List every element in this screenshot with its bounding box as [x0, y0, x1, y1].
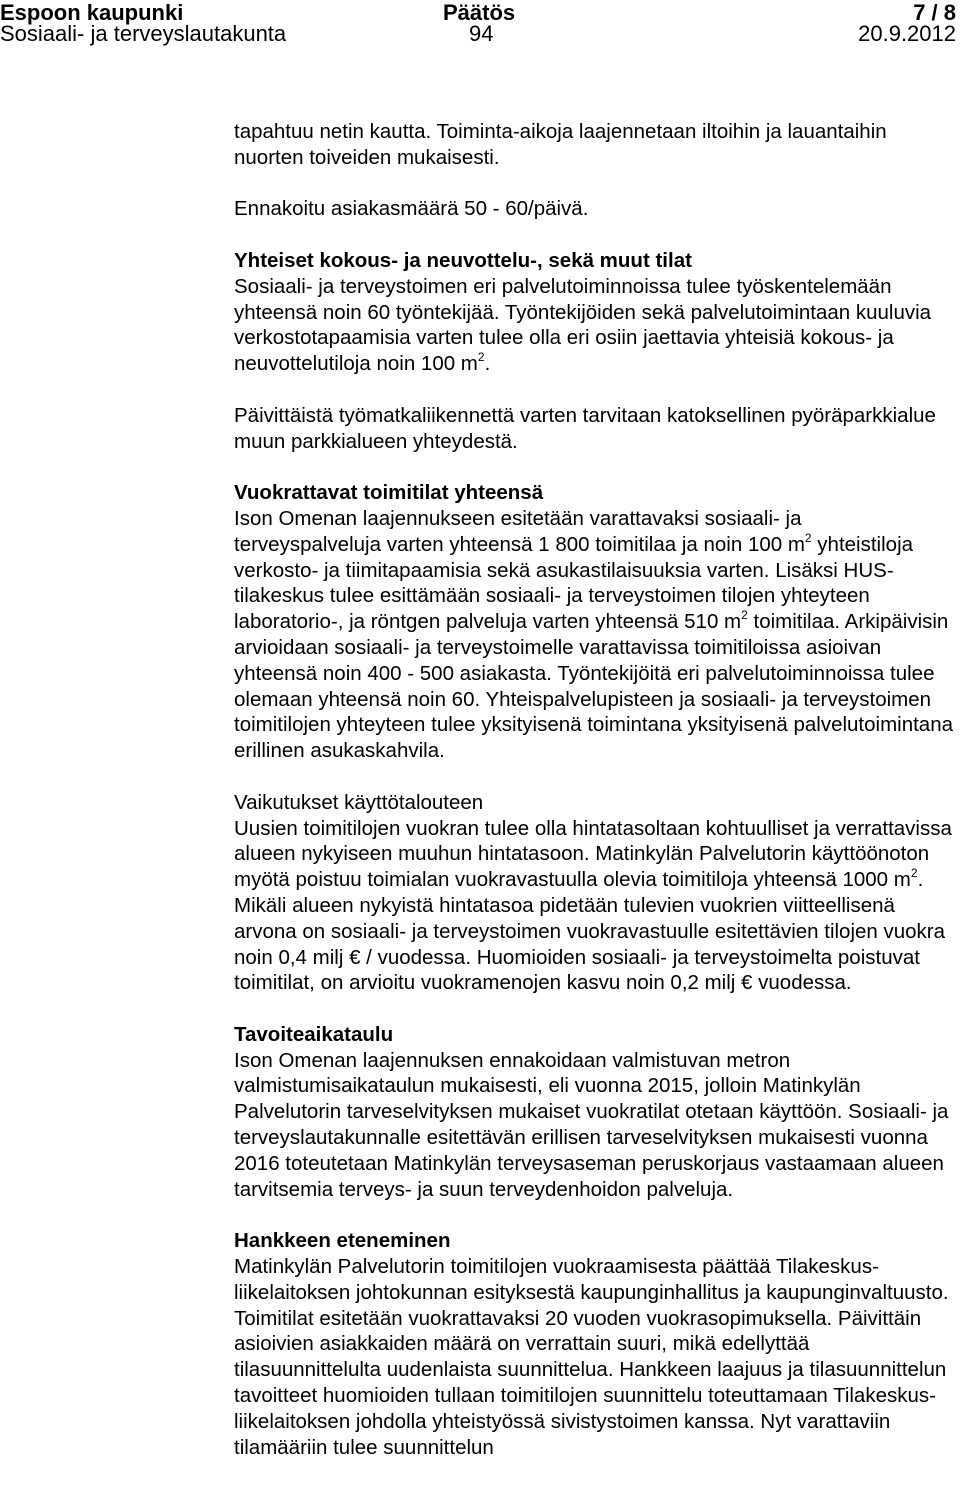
document-type: Päätös [443, 0, 516, 25]
section-text: Ison Omenan laajennukseen esitetään varattavaksi sosiaali- ja terveyspalveluja varten yhteensä 1 800 toimitilaa ja noin 100 $m^2$ yhteistiloja verkosto- ja tiimitapaamisia sekä asukastilaisuuksia varten. Lisäksi HUS-tilakeskus tulee esittämään sosiaali- ja terveystoimen tilojen yhteyteen laboratorio-, ja röntgen palveluja varten yhteensä 510 $m^2$ toimitilaa. Arkipäivisin arvioidaan sosiaali- ja terveystoimelle varattavissa toimitiloissa asioivan yhteensä noin 400 - 500 asiakasta. Työntekijöitä eri palvelutoiminnoissa tulee olemaan yhteensä noin 60. Yhteispalvelupisteen ja sosiaali- ja terveystoimen toimitilojen yhteyteen tulee yksityisenä toimintana yksityisenä palvelutoimintana erillinen asukaskahvila. [234, 506, 954, 763]
section-heading: Hankkeen eteneminen [234, 1229, 451, 1253]
document-body [234, 119, 954, 1486]
page-number: 7 / 8 [913, 0, 956, 25]
section-text: Sosiaali- ja terveystoimen eri palvelutoiminnoissa tulee työskentelemään yhteensä noin 60 työntekijää. Työntekijöiden sekä palvelutoimintaan kuuluvia verkostotapaamisia varten tulee olla eri osiin jaettavia yhteisiä kokous- ja neuvottelutiloja noin 100 $m^2$. [234, 274, 932, 376]
superscript: 2 [477, 350, 485, 365]
board-name: Sosiaali- ja terveyslautakunta [0, 21, 287, 46]
organization-name: Espoon kaupunki [0, 0, 184, 25]
superscript: 2 [741, 608, 748, 623]
section-text: Matinkylän Palvelutorin toimitilojen vuokraamisesta päättää Tilakeskus-liikelaitoksen johtokunnan esityksestä kaupunginhallitus ja kaupunginvaltuusto. Toimitilat esitetään vuokrattavaksi 20 vuoden vuokrasopimuksella. Päivittäin asioivien asiakkaiden määrä on verrattain suuri, mikä edellyttää tilasuunnittelulta uudenlaista suunnittelua. Hankkeen laajuus ja tilasuunnittelun tavoitteet huomioiden tullaan toimitilojen suunnittelu toteuttamaan Tilakeskus-liikelaitoksen johdolla yhteistyössä sivistystoimen kanssa. Nyt varattaviin tilamääriin tulee suunnittelun [234, 1255, 949, 1459]
section-heading: Vaikutukset käyttötalouteen [234, 790, 484, 814]
superscript: 2 [804, 530, 812, 545]
section-heading: Vuokrattavat toimitilat yhteensä [234, 481, 544, 505]
superscript: 2 [910, 866, 918, 881]
section-text: Uusien toimitilojen vuokran tulee olla hintatasoltaan kohtuulliset ja verrattavissa alueen nykyiseen muuhun hintatasoon. Matinkylän Palvelutorin käyttöönoton myötä poistuu toimialan vuokravastuulla olevia toimitiloja yhteensä 1000 $m^2$. Mikäli alueen nykyistä hintatasoa pidetään tulevien vuokrien viitteellisenä arvona on sosiaali- ja terveystoimen vuokravastuulle esitettävien tilojen vuokra noin 0,4 milj € / vuodessa. Huomioiden sosiaali- ja terveystoimelta poistuvat toimitilat, on arvioitu vuokramenojen kasvu noin 0,2 milj € vuodessa. [234, 816, 952, 995]
decision-date: 20.9.2012 [858, 21, 956, 46]
paragraph: Päivittäistä työmatkaliikennettä varten tarvitaan katoksellinen pyöräparkkialue muun parkkialueen yhteydestä. [234, 403, 936, 453]
paragraph: tapahtuu netin kautta. Toiminta-aikoja laajennetaan iltoihin ja lauantaihin nuorten toiveiden mukaisesti. [234, 120, 887, 169]
section-text: Ison Omenan laajennuksen ennakoidaan valmistuvan metron valmistumisaikataulun mukaisesti, eli vuonna 2015, jolloin Matinkylän Palvelutorin tarveselvityksen mukaiset vuokratilat otetaan käyttöön. Sosiaali- ja terveyslautakunnalle esitettävän erillisen tarveselvityksen mukaisesti vuonna 2016 toteutetaan Matinkylän terveysaseman peruskorjaus vastaamaan alueen tarvitsemia terveys- ja suun terveydenhoidon palveluja. [234, 1048, 949, 1201]
section-heading: Yhteiset kokous- ja neuvottelu-, sekä muut tilat [234, 248, 692, 272]
paragraph: Ennakoitu asiakasmäärä 50 - 60/päivä. [234, 197, 589, 221]
section-heading: Tavoiteaikataulu [234, 1022, 394, 1046]
section-number: 94 [469, 21, 494, 46]
